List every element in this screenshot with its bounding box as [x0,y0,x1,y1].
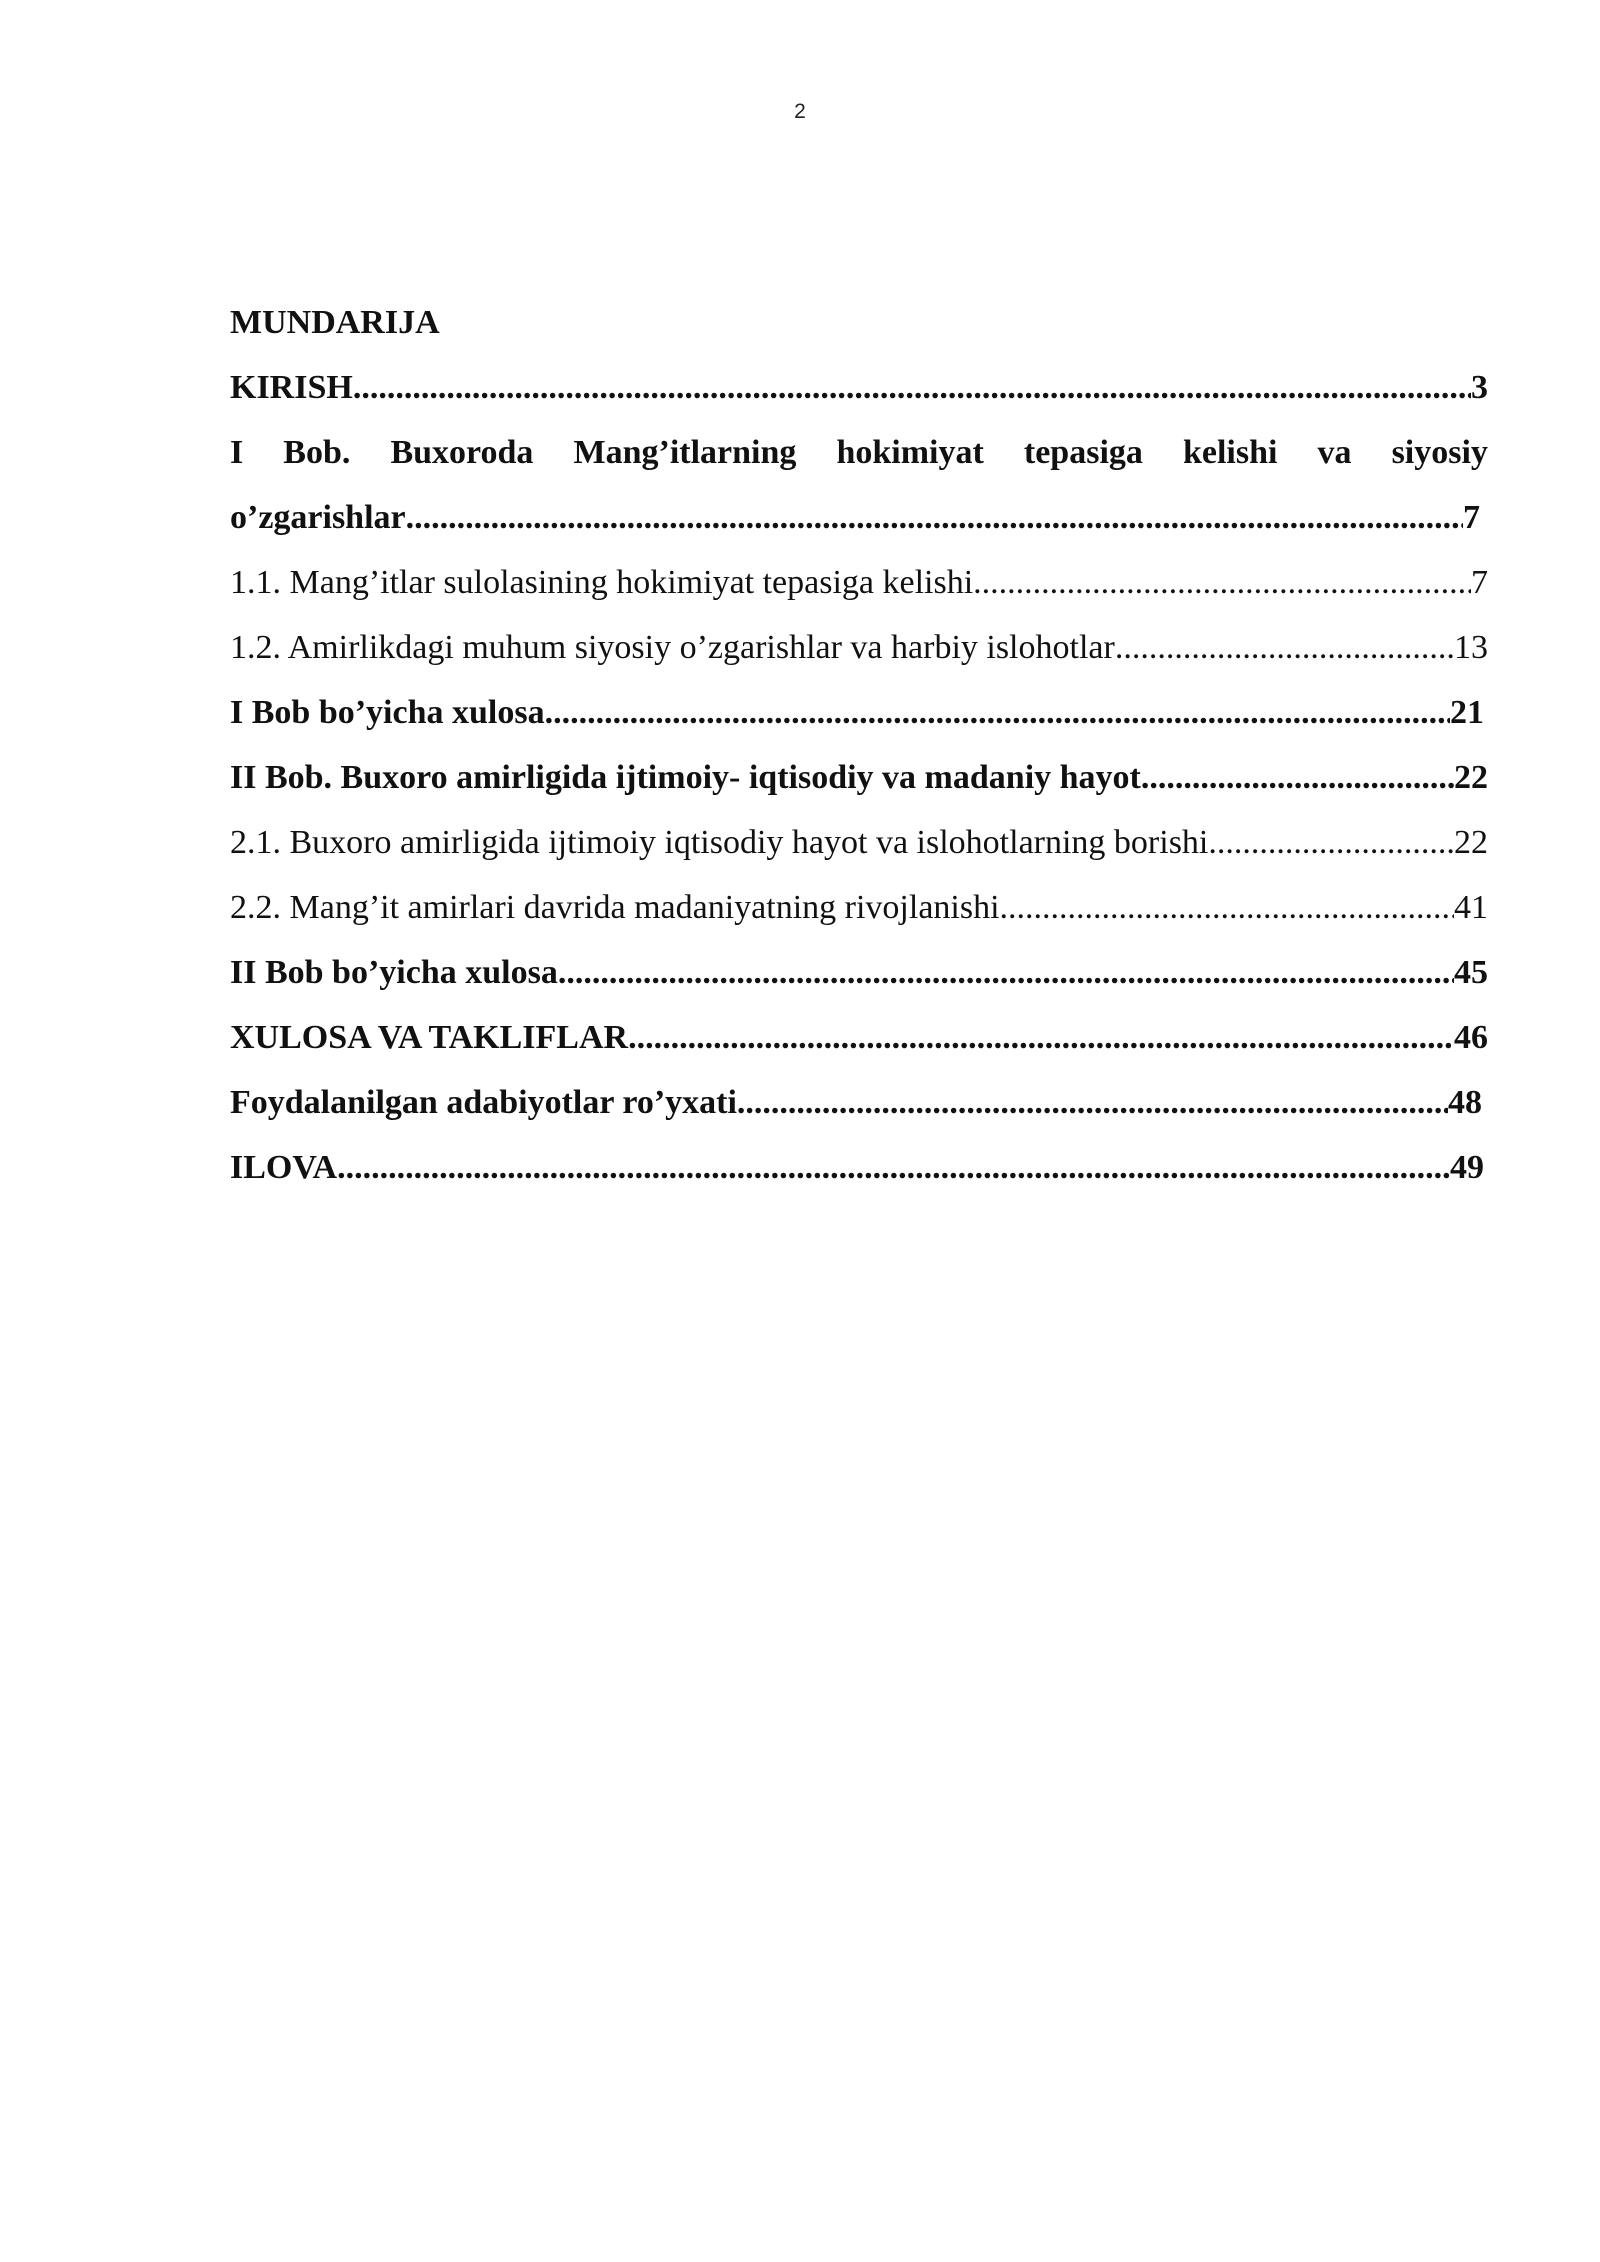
toc-word: Buxoroda [390,434,534,471]
toc-entry-conclusion[interactable] [230,1005,1488,1070]
toc-entry-section-2-1[interactable] [230,810,1488,875]
toc-entry-text: II Bob bo’yicha xulosa [230,954,558,991]
toc-entry-text: XULOSA VA TAKLIFLAR [230,1019,629,1056]
toc-dot-leader [558,940,1454,1005]
toc-entry-page: 45 [1454,954,1488,991]
toc-dot-leader [353,355,1471,420]
toc-dot-leader [545,680,1450,745]
toc-entry-page: 22 [1454,759,1488,796]
toc-word: Mang’itlarning [573,434,797,471]
toc-entry-section-1-1[interactable] [230,550,1488,615]
toc-entry-page: 49 [1450,1149,1484,1186]
toc-dot-leader [1141,745,1454,810]
toc-entry-text: I Bob bo’yicha xulosa [230,694,545,731]
toc-word: va [1317,434,1352,471]
toc-dot-leader [1000,875,1454,940]
page-number: 2 [794,100,806,123]
toc-word: siyosiy [1391,434,1488,471]
toc-entry-chapter2[interactable] [230,745,1488,810]
toc-entry-page: 3 [1471,369,1488,406]
toc-entry-text: Foydalanilgan adabiyotlar ro’yxati [230,1084,737,1121]
toc-entry-text: ILOVA [230,1149,338,1186]
toc-title: MUNDARIJA [230,304,440,341]
toc-entry-bibliography[interactable] [230,1070,1482,1135]
toc-entry-page: 7 [1463,499,1480,536]
toc-entry-page: 21 [1450,694,1484,731]
toc-dot-leader [628,1005,1454,1070]
toc-entry-text: II Bob. Buxoro amirligida ijtimoiy- iqtisodiy va madaniy hayot [230,759,1141,796]
toc-entry-section-2-2[interactable] [230,875,1488,940]
toc-word: I [230,434,244,471]
toc-entry-chapter1-line1[interactable] [230,420,1488,485]
toc-entry-chapter1-summary[interactable] [230,680,1484,745]
toc-entry-kirish[interactable] [230,355,1488,420]
toc-dot-leader [737,1070,1448,1135]
toc-dot-leader [973,550,1471,615]
toc-entry-page: 13 [1454,629,1488,666]
toc-dot-leader [406,485,1463,550]
toc-word: hokimiyat [836,434,984,471]
toc-entry-appendix[interactable] [230,1135,1484,1200]
toc-word: kelishi [1182,434,1278,471]
toc-entry-text: 1.2. Amirlikdagi muhum siyosiy o’zgarishlar va harbiy islohotlar [230,629,1115,666]
table-of-contents [230,290,1488,1200]
toc-word: tepasiga [1023,434,1143,471]
toc-entry-chapter1-line2[interactable] [230,485,1480,550]
toc-entry-text: o’zgarishlar [230,499,406,536]
toc-entry-page: 7 [1471,564,1488,601]
toc-dot-leader [1115,615,1454,680]
toc-entry-text: KIRISH [230,369,353,406]
toc-word: Bob. [283,434,351,471]
toc-entry-text: 1.1. Mang’itlar sulolasining hokimiyat tepasiga kelishi [230,564,974,601]
toc-entry-page: 48 [1448,1084,1482,1121]
toc-dot-leader [1208,810,1454,875]
toc-entry-page: 46 [1454,1019,1488,1056]
toc-dot-leader [337,1135,1450,1200]
toc-entry-page: 22 [1454,824,1488,861]
toc-entry-chapter2-summary[interactable] [230,940,1488,1005]
toc-entry-page: 41 [1454,889,1488,926]
toc-entry-section-1-2[interactable] [230,615,1488,680]
toc-entry-text: 2.1. Buxoro amirligida ijtimoiy iqtisodiy hayot va islohotlarning borishi [230,824,1209,861]
toc-entry-text: 2.2. Mang’it amirlari davrida madaniyatning rivojlanishi [230,889,1000,926]
